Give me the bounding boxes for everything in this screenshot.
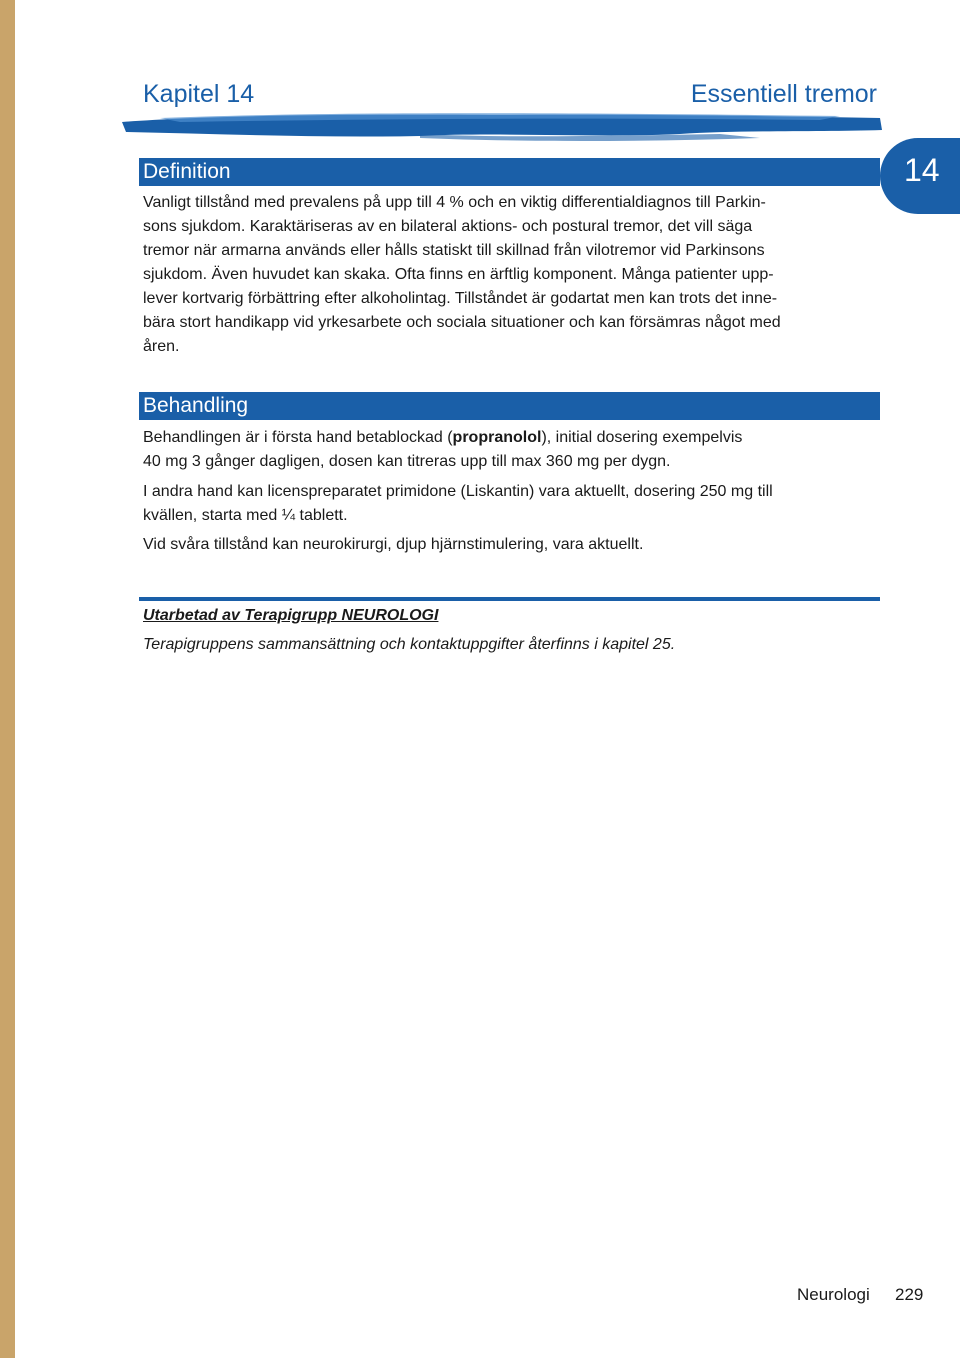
brush-stroke-divider [120, 108, 884, 144]
topic-title: Essentiell tremor [690, 80, 877, 108]
chapter-tab-number: 14 [904, 152, 940, 188]
text-line [143, 426, 877, 450]
treatment-paragraph-1 [143, 426, 877, 474]
treatment-heading: Behandling [139, 392, 880, 420]
credit-title [143, 605, 438, 627]
text-line: Vanligt tillstånd med prevalens på upp till 4 % och en viktig differentialdiagnos till Parkin- [143, 194, 766, 211]
definition-heading: Definition [139, 158, 880, 186]
treatment-paragraph-3 [143, 533, 877, 557]
chapter-tab [880, 138, 960, 214]
text-line: åren. [143, 338, 180, 355]
treatment-paragraph-2 [143, 480, 877, 528]
credit-note: Terapigruppens sammansättning och kontaktuppgifter återfinns i kapitel 25. [143, 636, 676, 653]
drug-name: propranolol [452, 429, 542, 446]
text-line: bära stort handikapp vid yrkesarbete och sociala situationer och kan försämras något med [143, 314, 781, 331]
text-span: ), initial dosering exempelvis [541, 429, 743, 446]
footer-section: Neurologi [797, 1285, 870, 1304]
definition-paragraph [143, 191, 877, 359]
credit-title-text: Utarbetad av Terapigrupp NEUROLOGI [143, 607, 439, 624]
text-line: sjukdom. Även huvudet kan skaka. Ofta finns en ärftlig komponent. Många patienter upp- [143, 266, 774, 283]
left-margin-bar [0, 0, 15, 1358]
text-line: lever kortvarig förbättring efter alkoholintag. Tillståndet är godartat men kan trots det inne- [143, 290, 778, 307]
text-line: Vid svåra tillstånd kan neurokirurgi, djup hjärnstimulering, vara aktuellt. [143, 536, 644, 553]
text-line: kvällen, starta med ¼ tablett. [143, 507, 348, 524]
text-line: 40 mg 3 gånger dagligen, dosen kan titreras upp till max 360 mg per dygn. [143, 453, 671, 470]
page-number: 229 [895, 1285, 924, 1304]
credit-divider [139, 597, 880, 601]
text-line: I andra hand kan licenspreparatet primidone (Liskantin) vara aktuellt, dosering 250 mg till [143, 483, 773, 500]
text-span: Behandlingen är i första hand betablockad ( [143, 429, 453, 446]
text-line: sons sjukdom. Karaktäriseras av en bilateral aktions- och postural tremor, det vill säga [143, 218, 753, 235]
text-line: tremor när armarna används eller hålls statiskt till skillnad från vilotremor vid Parkinsons [143, 242, 765, 259]
chapter-title: Kapitel 14 [143, 80, 255, 108]
